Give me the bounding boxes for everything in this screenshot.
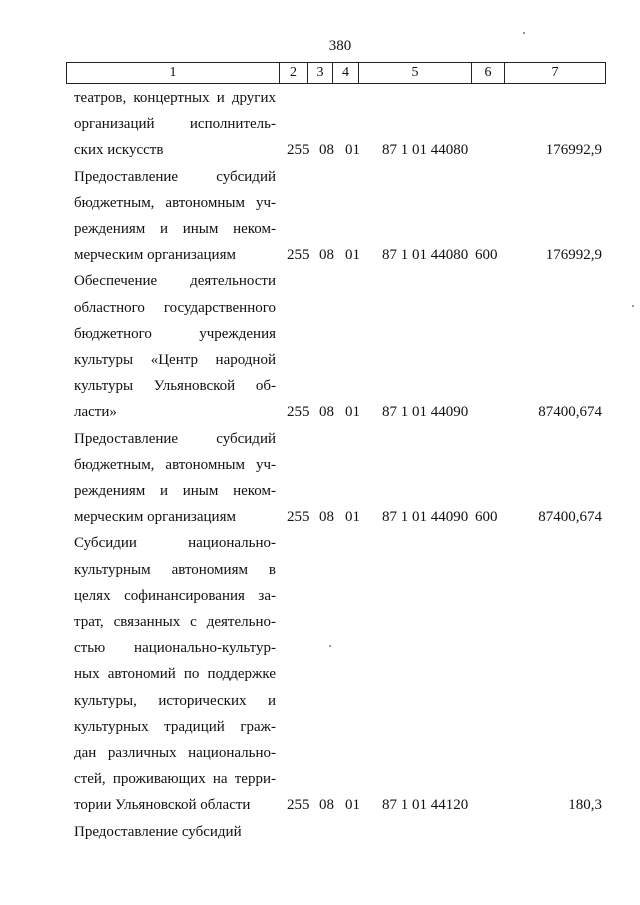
header-col-3: 3 (307, 63, 332, 83)
entry-col7: 176992,9 (545, 142, 602, 159)
header-col-6: 6 (471, 63, 504, 83)
entry-col7: 87400,674 (538, 509, 602, 526)
entry-col3: 08 (319, 247, 334, 264)
header-col-4: 4 (332, 63, 358, 83)
entry-col5: 87 1 01 44090 (382, 509, 469, 526)
entry-col7: 87400,674 (538, 404, 602, 421)
entry-col3: 08 (319, 509, 334, 526)
entry-text-line: театров, концертных и других (74, 90, 276, 106)
entry-col6: 600 (475, 509, 498, 526)
entry-text-line: ласти» (74, 404, 117, 421)
entry-col2: 255 (287, 404, 310, 421)
entry-text-line: реждениям и иным неком- (74, 221, 276, 237)
entry-col3: 08 (319, 797, 334, 814)
page-number: 380 (328, 38, 352, 54)
entry-text-line: культурных традиций граж- (74, 718, 276, 735)
entry-col4: 01 (345, 247, 360, 264)
entry-text-line: тории Ульяновской области (74, 797, 251, 814)
header-col-1: 1 (169, 65, 177, 80)
entry-col4: 01 (345, 142, 360, 159)
entry-col4: 01 (345, 509, 360, 526)
entry-col5: 87 1 01 44090 (382, 404, 469, 421)
entry-text-line: трат, связанных с деятельно- (74, 614, 276, 630)
header-col-2: 2 (279, 63, 307, 83)
entry-col4: 01 (345, 404, 360, 421)
entry-text-line: стью национально-культур- (74, 640, 276, 657)
entry-text-line: бюджетным, автономным уч- (74, 194, 276, 211)
entry-col6: 600 (475, 247, 498, 264)
entry-col5: 87 1 01 44080 (382, 247, 469, 264)
entry-text-line: Обеспечение деятельности (74, 273, 276, 290)
entry-text-line: организаций исполнитель- (74, 116, 276, 133)
header-col-5: 5 (358, 63, 471, 83)
entry-text-line: бюджетным, автономным уч- (74, 456, 276, 473)
entry-text-line: Предоставление субсидий (74, 823, 242, 840)
entry-text-line: ных автономий по поддержке (74, 666, 276, 683)
entry-col2: 255 (287, 797, 310, 814)
entry-col5: 87 1 01 44120 (382, 797, 469, 814)
entry-text-line: Предоставление субсидий (74, 430, 276, 447)
entry-col7: 176992,9 (545, 247, 602, 264)
table-header (66, 62, 606, 84)
scan-speck (523, 32, 525, 34)
entry-col7: 180,3 (568, 797, 602, 814)
entry-col3: 08 (319, 404, 334, 421)
entry-col5: 87 1 01 44080 (382, 142, 469, 159)
scan-speck (632, 305, 634, 307)
entry-text-line: целях софинансирования за- (74, 587, 276, 604)
entry-text-line: бюджетного учреждения (74, 325, 276, 342)
entry-text-line: культуры, исторических и (74, 692, 276, 709)
entry-col4: 01 (345, 797, 360, 814)
entry-text-line: мерческим организациям (74, 509, 236, 526)
entry-text-line: ских искусств (74, 142, 164, 159)
entry-text-line: Субсидии национально- (74, 535, 276, 552)
scan-speck (329, 645, 331, 647)
header-col-7: 7 (504, 63, 605, 83)
entry-text-line: культурным автономиям в (74, 561, 276, 578)
entry-text-line: областного государственного (74, 299, 276, 316)
entry-text-line: дан различных национально- (74, 745, 276, 761)
entry-text-line: Предоставление субсидий (74, 168, 276, 185)
entry-text-line: мерческим организациям (74, 247, 236, 264)
entry-col2: 255 (287, 142, 310, 159)
entry-text-line: культуры Ульяновской об- (74, 378, 276, 395)
entry-text-line: культуры «Центр народной (74, 352, 276, 368)
entry-text-line: реждениям и иным неком- (74, 483, 276, 499)
entry-text-line: стей, проживающих на терри- (74, 771, 276, 788)
entry-col3: 08 (319, 142, 334, 159)
entry-col2: 255 (287, 509, 310, 526)
entry-col2: 255 (287, 247, 310, 264)
